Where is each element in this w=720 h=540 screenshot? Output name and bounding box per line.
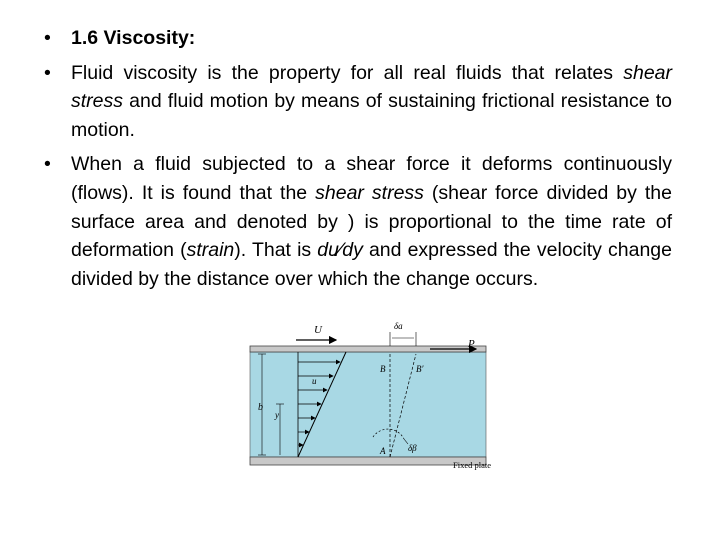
bullet-explanation [44, 150, 672, 293]
fixed-plate [250, 457, 486, 465]
point-label-A: A [380, 446, 386, 456]
force-label-P: P [468, 338, 475, 350]
displacement-label: δa [394, 321, 403, 331]
velocity-label-U: U [314, 324, 322, 336]
fluid-region [250, 352, 486, 457]
bullet-heading [44, 24, 672, 53]
explanation-paragraph: When a fluid subjected to a shear force it deforms continuously (flows). It is found that the shear stress (shear force divided by the surface area and denoted by ) is proportional to the time rate of deformation (strain). That is du⁄dy and expressed the velocity change divided by the distance over which the change occurs. [71, 153, 673, 290]
bullet-marker: • [44, 27, 51, 49]
bullet-marker: • [44, 61, 51, 84]
bullet-definition [44, 59, 672, 145]
point-label-B-prime: B′ [416, 364, 424, 374]
angle-label: δβ [408, 443, 417, 453]
point-label-B: B [380, 364, 386, 374]
section-heading: 1.6 Viscosity: [71, 27, 196, 49]
viscosity-diagram [240, 318, 512, 478]
local-velocity-label: u [312, 376, 317, 386]
fixed-plate-label: Fixed plate [453, 460, 492, 470]
bullet-marker: • [44, 153, 51, 176]
height-label-y: y [275, 410, 279, 420]
gap-label-b: b [258, 402, 263, 413]
bullet-list [44, 24, 672, 299]
definition-paragraph: Fluid viscosity is the property for all real fluids that relates shear stress and fluid motion by means of sustaining frictional resistance to motion. [71, 61, 672, 141]
